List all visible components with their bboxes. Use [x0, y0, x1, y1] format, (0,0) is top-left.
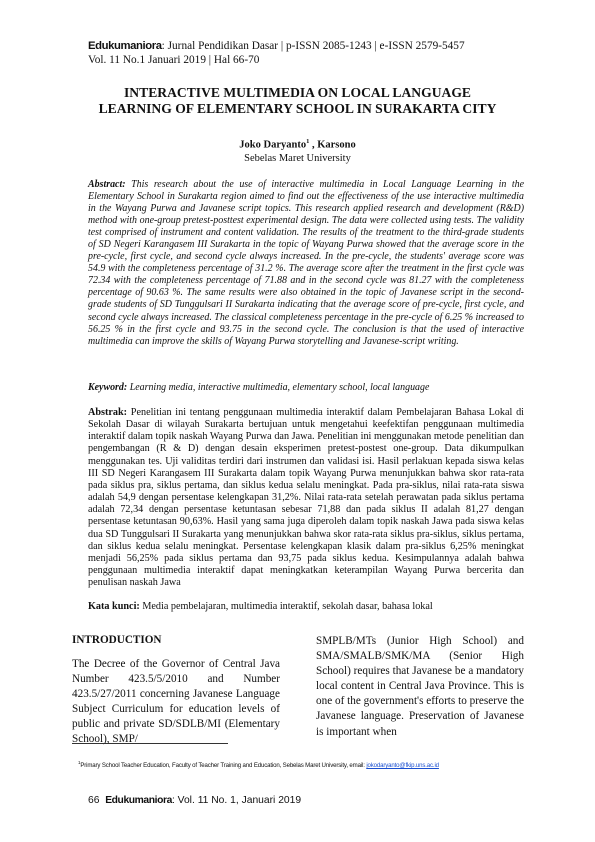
footnote-mark: 1 [78, 760, 81, 765]
page-footer [88, 795, 301, 806]
paper-title [60, 85, 535, 117]
keyword-label: Keyword: [88, 382, 128, 393]
journal-name: Edukumaniora [88, 40, 162, 52]
title-line-1: INTERACTIVE MULTIMEDIA ON LOCAL LANGUAGE [124, 85, 471, 100]
keyword-list: Learning media, interactive multimedia, elementary school, local language [129, 382, 430, 393]
abstract-label: Abstract: [88, 179, 126, 190]
kata-kunci-label: Kata kunci: [88, 601, 140, 612]
section-heading-introduction: INTRODUCTION [72, 634, 162, 646]
introduction-left-column: The Decree of the Governor of Central Java Number 423.5/5/2010 and Number 423.5/27/2011 concerning Javanese Language Subject Curriculum for education levels of public and private SD/SDLB/MI (Elementary School), SMP/ [72, 658, 280, 746]
footer-journal-name: Edukumaniora [105, 795, 172, 806]
page-number: 66 [88, 795, 100, 806]
abstrak-label: Abstrak: [88, 407, 128, 418]
footnote [78, 760, 528, 769]
volume-line: Vol. 11 No.1 Januari 2019 | Hal 66-70 [88, 54, 260, 66]
abstract-text: This research about the use of interactive multimedia in Local Language Learning in the Elementary School in Surakarta region aimed to find out the effectiveness of the use interactive multimedia in the Wayang Purwa and Javanese script topics. This research applied research and development (R&D) method with one-group pretest-posttest experimental design. The data were collected using tests. The validity test comprised of instrument and content validation. The results of the treatment to the third-grade students of SD Negeri Karangasem III Surakarta in the topic of Wayang Purwa showed that the average score in the pre-cycle, first cycle, and second cycle always increased. In the pre-cycle, the students' average score was 54.9 with the completeness percentage of 31.2 %. The average score after the treatment in the first cycle was 72.34 with the completeness percentage of 71.88 and in the second cycle was 81.27 with the completeness percentage of 90.63 %. The same results were also obtained in the topic of Javanese script in the second-grade students of SD Tunggulsari II Surakarta indicating that the average score of pre-cycle, first cycle, and second cycle always increased. The classical completeness percentage in the pre-cycle of 6.25 % increased to 56.25 % in the first cycle and 93.75 in the second cycle. The conclusion is that the used of interactive multimedia can improve the skills of Wayang Purwa storytelling and Javanese-script writing. [88, 179, 525, 347]
author-list [0, 138, 595, 151]
title-line-2: LEARNING OF ELEMENTARY SCHOOL IN SURAKARTA CITY [98, 101, 497, 116]
author-email-link[interactable]: jokodaryanto@fkip.uns.ac.id [366, 762, 439, 770]
abstract-indonesian [88, 407, 524, 589]
journal-header [88, 40, 465, 52]
keywords-indonesian [88, 601, 524, 612]
author-1: Joko Daryanto [239, 139, 307, 151]
abstrak-text: Penelitian ini tentang penggunaan multimedia interaktif dalam Pembelajaran Bahasa Lokal di Sekolah Dasar di wilayah Surakarta bertujuan untuk mengetahui keefektifan penggunaan multimedia interaktif dalam topik naskah Wayang Purwa dan Jawa. Penelitian ini menggunakan metode penelitian dan pengembangan (R & D) dengan desain eksperimen pretest-postest one-group. Data dikumpulkan menggunakan tes. Uji validitas terdiri dari instrumen dan validasi isi. Hasil perlakuan kepada siswa kelas III SD Negeri Karangasem III Surakarta dalam topik Wayang Purwa menunjukkan bahwa skor rata-rata pada siklus pra, siklus pertama, dan siklus kedua selalu meningkat. Pada pra-siklus, nilai rata-rata siswa adalah 54,9 dengan persentase kelengkapan 31,2%. Nilai rata-rata setelah perawatan pada siklus pertama adalah 72,34 dengan persentase ketuntasan sebesar 71,88 dan pada siklus II adalah 81,27 dengan persentase ketuntasan 90,63%. Hasil yang sama juga diperoleh dalam topik naskah Jawa pada siswa kelas dua SD Tunggulsari II Surakarta yang menunjukkan bahwa skor rata-rata siklus pra-siklus, siklus pertama, dan siklus kedua selalu meningkat. Persentase kelengkapan klasik dalam pra-siklus 6,25% meningkat menjadi 56,25% pada siklus pertama dan 93,75 pada siklus kedua. Kesimpulannya adalah bahwa penggunaan multimedia interaktif dapat meningkatkan keterampilan Wayang Purwa bercerita dan penulisan naskah Jawa [88, 407, 524, 589]
introduction-right-column: SMPLB/MTs (Junior High School) and SMA/SMALB/SMK/MA (Senior High School) requires that Javanese be a mandatory local content in Central Java Province. This is one of the government's efforts to preserve the Javanese language. Preservation of Javanese is important when [316, 635, 524, 738]
kata-kunci-list: Media pembelajaran, multimedia interaktif, sekolah dasar, bahasa lokal [142, 601, 433, 612]
footer-issue: : Vol. 11 No. 1, Januari 2019 [171, 795, 302, 806]
footnote-rule [72, 743, 228, 744]
footnote-text: Primary School Teacher Education, Faculty of Teacher Training and Education, Sebelas Maret University, email: [80, 762, 367, 770]
abstract-english [88, 179, 524, 348]
journal-details: : Jurnal Pendidikan Dasar | p-ISSN 2085-1243 | e-ISSN 2579-5457 [161, 40, 465, 52]
affiliation: Sebelas Maret University [244, 153, 351, 164]
author-2: , Karsono [309, 139, 356, 151]
author-1-footnote-mark: 1 [306, 138, 310, 145]
keywords-english [88, 382, 524, 393]
